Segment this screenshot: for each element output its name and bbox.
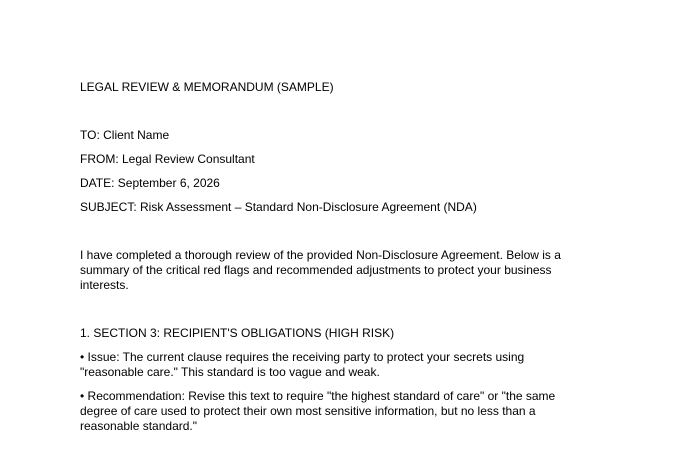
memo-subject-line: SUBJECT: Risk Assessment – Standard Non-Disclosure Agreement (NDA) bbox=[80, 200, 477, 214]
memo-from-line: FROM: Legal Review Consultant bbox=[80, 152, 255, 166]
memo-date-line: DATE: September 6, 2026 bbox=[80, 176, 220, 190]
memo-to-line: TO: Client Name bbox=[80, 128, 170, 142]
section-heading: 1. SECTION 3: RECIPIENT'S OBLIGATIONS (HIGH RISK) bbox=[80, 326, 395, 340]
document-title: LEGAL REVIEW & MEMORANDUM (SAMPLE) bbox=[80, 80, 334, 94]
recommendation-bullet: • Recommendation: Revise this text to require "the highest standard of care" or "the same degree of care used to protect their own most sensitive information, but no less than a reasonable standard." bbox=[80, 389, 556, 433]
intro-paragraph: I have completed a thorough review of the provided Non-Disclosure Agreement. Below is a summary of the critical red flags and recommended adjustments to protect your business interests. bbox=[80, 248, 561, 292]
issue-bullet: • Issue: The current clause requires the receiving party to protect your secrets using "reasonable care." This standard is too vague and weak. bbox=[80, 350, 525, 379]
